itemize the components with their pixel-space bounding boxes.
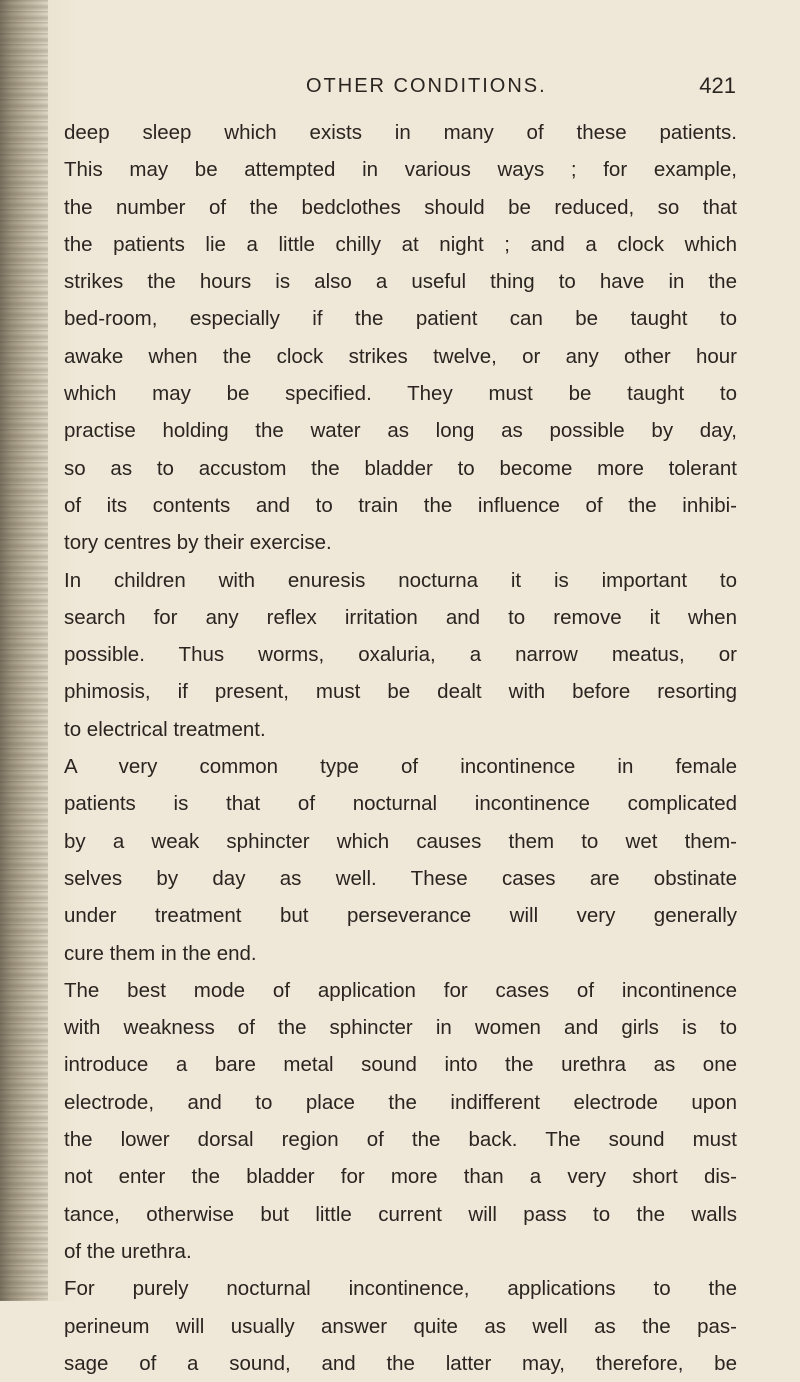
text-line: search for any reflex irritation and to remove it when bbox=[64, 605, 737, 629]
text-line: This may be attempted in various ways ; for example, bbox=[64, 158, 737, 182]
running-title: OTHER CONDITIONS. bbox=[306, 75, 547, 97]
text-line: practise holding the water as long as possible by day, bbox=[64, 419, 737, 443]
paragraph-start-line: For purely nocturnal incontinence, applications to the bbox=[64, 1277, 737, 1301]
text-line: cure them in the end. bbox=[64, 941, 257, 965]
text-line: which may be specified. They must be taught to bbox=[64, 382, 737, 406]
text-line: deep sleep which exists in many of these patients. bbox=[64, 121, 737, 144]
text-line: under treatment but perseverance will very generally bbox=[64, 904, 737, 928]
text-line: by a weak sphincter which causes them to wet them- bbox=[64, 829, 737, 853]
text-line: bed-room, especially if the patient can be taught to bbox=[64, 307, 737, 331]
text-line: strikes the hours is also a useful thing to have in the bbox=[64, 270, 737, 294]
text-line: sage of a sound, and the latter may, therefore, be bbox=[64, 1351, 737, 1375]
text-line: the patients lie a little chilly at night ; and a clock which bbox=[64, 232, 737, 256]
text-line: introduce a bare metal sound into the urethra as one bbox=[64, 1053, 737, 1077]
text-line: with weakness of the sphincter in women and girls is to bbox=[64, 1016, 737, 1040]
text-line: not enter the bladder for more than a very short dis- bbox=[64, 1165, 737, 1189]
text-line: to electrical treatment. bbox=[64, 717, 266, 741]
paragraph-start-line: A very common type of incontinence in female bbox=[64, 755, 737, 779]
text-line: patients is that of nocturnal incontinence complicated bbox=[64, 792, 737, 816]
text-line: awake when the clock strikes twelve, or any other hour bbox=[64, 344, 737, 368]
text-line: of its contents and to train the influence of the inhibi- bbox=[64, 493, 737, 517]
text-line: perineum will usually answer quite as well as the pas- bbox=[64, 1314, 737, 1338]
paragraph-start-line: In children with enuresis nocturna it is important to bbox=[64, 568, 737, 592]
text-line: so as to accustom the bladder to become more tolerant bbox=[64, 456, 737, 480]
text-line: electrode, and to place the indifferent electrode upon bbox=[64, 1090, 737, 1114]
text-line: phimosis, if present, must be dealt with before resorting bbox=[64, 680, 737, 704]
text-line: tory centres by their exercise. bbox=[64, 531, 332, 555]
page-number: 421 bbox=[699, 73, 736, 98]
text-line: tance, otherwise but little current will pass to the walls bbox=[64, 1202, 737, 1226]
text-line: the lower dorsal region of the back. The sound must bbox=[64, 1128, 737, 1152]
body-text bbox=[64, 114, 737, 1382]
paragraph-start-line: The best mode of application for cases of incontinence bbox=[64, 978, 737, 1002]
book-binding-edge bbox=[0, 0, 48, 1301]
text-line: selves by day as well. These cases are obstinate bbox=[64, 866, 737, 890]
text-line: of the urethra. bbox=[64, 1239, 192, 1263]
text-line: the number of the bedclothes should be reduced, so that bbox=[64, 195, 737, 219]
text-line: possible. Thus worms, oxaluria, a narrow meatus, or bbox=[64, 643, 737, 667]
running-head bbox=[60, 66, 736, 106]
